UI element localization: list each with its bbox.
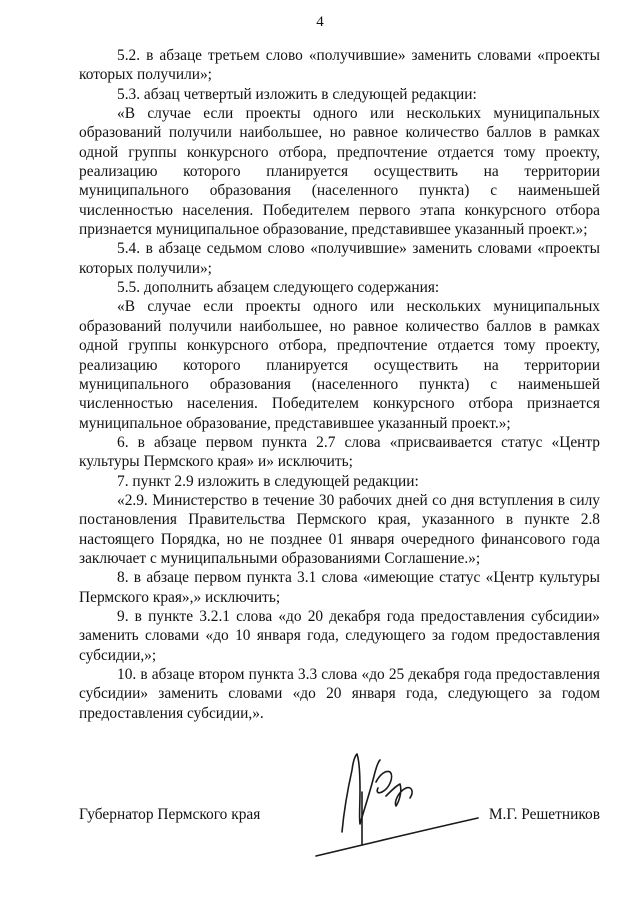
- signatory-title: Губернатор Пермского края: [79, 806, 261, 823]
- signatory-name: М.Г. Решетников: [488, 806, 600, 823]
- paragraph-5-3-quote: «В случае если проекты одного или нескольких муниципальных образований получили наибольшее, но равное количество баллов в рамках одной группы конкурсного отбора, предпочтение отдается тому проекту, реализацию которого планируется осуществить на территории муниципального образования (населенного пункта) с наименьшей численностью населения. Победителем первого этапа конкурсного отбора признается муниципальное образование, представившее указанный проект.»;: [79, 105, 600, 239]
- document-body: [79, 46, 600, 723]
- paragraph-5-4: 5.4. в абзаце седьмом слово «получившие» заменить словами «проекты которых получили»;: [79, 240, 600, 277]
- paragraph-5-2: 5.2. в абзаце третьем слово «получившие» заменить словами «проекты которых получили»;: [79, 47, 600, 84]
- paragraph-5-5: 5.5. дополнить абзацем следующего содержания:: [117, 279, 440, 297]
- paragraph-5-3: 5.3. абзац четвертый изложить в следующей редакции:: [117, 85, 477, 103]
- paragraph-10: 10. в абзаце втором пункта 3.3 слова «до 25 декабря года предоставления субсидии» заменить словами «до 20 января года, следующего за годом предоставления субсидии,».: [79, 666, 600, 722]
- paragraph-7: 7. пункт 2.9 изложить в следующей редакции:: [117, 472, 419, 490]
- handwritten-signature: [256, 740, 486, 860]
- paragraph-5-5-quote: «В случае если проекты одного или нескольких муниципальных образований получили наибольшее, но равное количество баллов в рамках одной группы конкурсного отбора, предпочтение отдается тому проекту, реализацию которого планируется осуществить на территории муниципального образования (населенного пункта) с наименьшей численностью населения. Победителем конкурсного отбора признается муниципальное образование, представившее указанный проект.»;: [79, 298, 600, 432]
- paragraph-9: 9. в пункте 3.2.1 слова «до 20 декабря года предоставления субсидии» заменить словами «до 10 января года, следующего за годом предоставления субсидии,»;: [79, 607, 600, 664]
- paragraph-7-quote: «2.9. Министерство в течение 30 рабочих дней со дня вступления в силу постановления Правительства Пермского края, указанного в пункте 2.8 настоящего Порядка, но не позднее 01 января очередного финансового года заключает с муниципальными образованиями Соглашение.»;: [79, 491, 600, 567]
- paragraph-6: 6. в абзаце первом пункта 2.7 слова «присваивается статус «Центр культуры Пермского края» и» исключить;: [79, 433, 600, 471]
- paragraph-8: 8. в абзаце первом пункта 3.1 слова «имеющие статус «Центр культуры Пермского края»,» исключить;: [79, 569, 600, 606]
- page-number: 4: [316, 14, 324, 30]
